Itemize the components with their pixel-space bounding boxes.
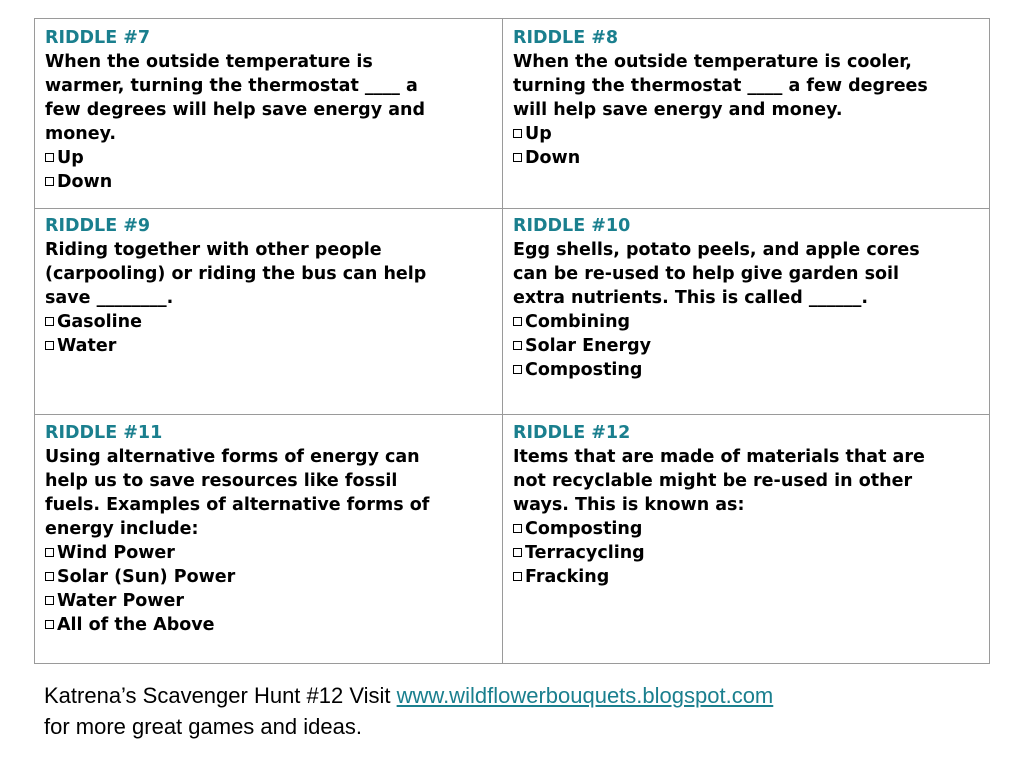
answer-option-label: Gasoline	[57, 312, 142, 332]
answer-option[interactable]	[513, 146, 928, 170]
answer-option-label: Water	[57, 336, 117, 356]
footer-line-2: for more great games and ideas.	[44, 714, 362, 739]
checkbox-icon[interactable]	[45, 341, 54, 350]
riddle-text-line: not recyclable might be re-used in other	[513, 471, 913, 491]
footer-text: Katrena’s Scavenger Hunt #12 Visit	[44, 683, 397, 708]
footer-line-1	[44, 680, 773, 711]
checkbox-icon[interactable]	[513, 341, 522, 350]
checkbox-icon[interactable]	[513, 548, 522, 557]
answer-option-label: Composting	[525, 360, 643, 380]
answer-option[interactable]	[513, 122, 928, 146]
riddle-text-line: few degrees will help save energy and	[45, 100, 425, 120]
riddle-text-line: can be re-used to help give garden soil	[513, 264, 900, 284]
checkbox-icon[interactable]	[45, 153, 54, 162]
answer-option[interactable]	[513, 565, 925, 589]
checkbox-icon[interactable]	[513, 153, 522, 162]
answer-option[interactable]	[513, 541, 925, 565]
riddle-text-line: turning the thermostat ____ a few degrees	[513, 76, 928, 96]
answer-option-label: Down	[57, 172, 113, 192]
answer-option[interactable]	[45, 541, 429, 565]
riddle-text-line: save ________.	[45, 288, 174, 308]
checkbox-icon[interactable]	[45, 548, 54, 557]
riddle-text-line: fuels. Examples of alternative forms of	[45, 495, 430, 515]
footer-credit	[44, 680, 773, 742]
riddle-text-line: (carpooling) or riding the bus can help	[45, 264, 427, 284]
answer-option-label: Composting	[525, 519, 643, 539]
riddle-card-8	[513, 26, 928, 170]
answer-option[interactable]	[45, 310, 426, 334]
answer-option[interactable]	[513, 358, 920, 382]
riddle-card-7	[45, 26, 425, 194]
answer-option-label: All of the Above	[57, 615, 215, 635]
answer-option-label: Combining	[525, 312, 631, 332]
grid-divider-vertical	[502, 18, 503, 664]
checkbox-icon[interactable]	[513, 365, 522, 374]
riddle-text-line: Items that are made of materials that are	[513, 447, 925, 467]
answer-option-label: Solar (Sun) Power	[57, 567, 236, 587]
checkbox-icon[interactable]	[45, 620, 54, 629]
riddle-card-9	[45, 214, 426, 358]
riddle-text-line: help us to save resources like fossil	[45, 471, 398, 491]
answer-option[interactable]	[45, 589, 429, 613]
answer-option-label: Solar Energy	[525, 336, 652, 356]
answer-option[interactable]	[513, 310, 920, 334]
answer-option-label: Fracking	[525, 567, 610, 587]
answer-option-label: Up	[57, 148, 84, 168]
riddle-card-10	[513, 214, 920, 382]
checkbox-icon[interactable]	[45, 596, 54, 605]
answer-option[interactable]	[45, 565, 429, 589]
answer-option-label: Terracycling	[525, 543, 645, 563]
riddle-text-line: Egg shells, potato peels, and apple cores	[513, 240, 920, 260]
blog-link[interactable]: www.wildflowerbouquets.blogspot.com	[396, 683, 774, 708]
riddle-title: RIDDLE #10	[513, 216, 631, 236]
riddle-text-line: energy include:	[45, 519, 199, 539]
checkbox-icon[interactable]	[513, 317, 522, 326]
riddle-title: RIDDLE #7	[45, 28, 151, 48]
answer-option[interactable]	[513, 334, 920, 358]
riddle-text-line: ways. This is known as:	[513, 495, 745, 515]
answer-option[interactable]	[45, 334, 426, 358]
riddle-title: RIDDLE #8	[513, 28, 619, 48]
riddle-title: RIDDLE #9	[45, 216, 151, 236]
riddle-text-line: money.	[45, 124, 117, 144]
riddle-card-11	[45, 421, 429, 637]
riddle-text-line: When the outside temperature is cooler,	[513, 52, 912, 72]
riddle-title: RIDDLE #12	[513, 423, 631, 443]
answer-option-label: Up	[525, 124, 552, 144]
answer-option[interactable]	[513, 517, 925, 541]
checkbox-icon[interactable]	[45, 317, 54, 326]
checkbox-icon[interactable]	[45, 177, 54, 186]
checkbox-icon[interactable]	[513, 572, 522, 581]
riddle-text-line: extra nutrients. This is called ______.	[513, 288, 869, 308]
riddle-text-line: Riding together with other people	[45, 240, 382, 260]
answer-option[interactable]	[45, 170, 425, 194]
answer-option-label: Wind Power	[57, 543, 175, 563]
grid-divider-horizontal-1	[34, 208, 990, 209]
grid-divider-horizontal-2	[34, 414, 990, 415]
checkbox-icon[interactable]	[513, 524, 522, 533]
riddle-text-line: Using alternative forms of energy can	[45, 447, 420, 467]
answer-option-label: Down	[525, 148, 581, 168]
riddle-title: RIDDLE #11	[45, 423, 163, 443]
answer-option-label: Water Power	[57, 591, 184, 611]
answer-option[interactable]	[45, 613, 429, 637]
riddle-text-line: When the outside temperature is	[45, 52, 373, 72]
riddle-text-line: warmer, turning the thermostat ____ a	[45, 76, 418, 96]
checkbox-icon[interactable]	[45, 572, 54, 581]
riddle-text-line: will help save energy and money.	[513, 100, 843, 120]
answer-option[interactable]	[45, 146, 425, 170]
riddle-card-12	[513, 421, 925, 589]
checkbox-icon[interactable]	[513, 129, 522, 138]
